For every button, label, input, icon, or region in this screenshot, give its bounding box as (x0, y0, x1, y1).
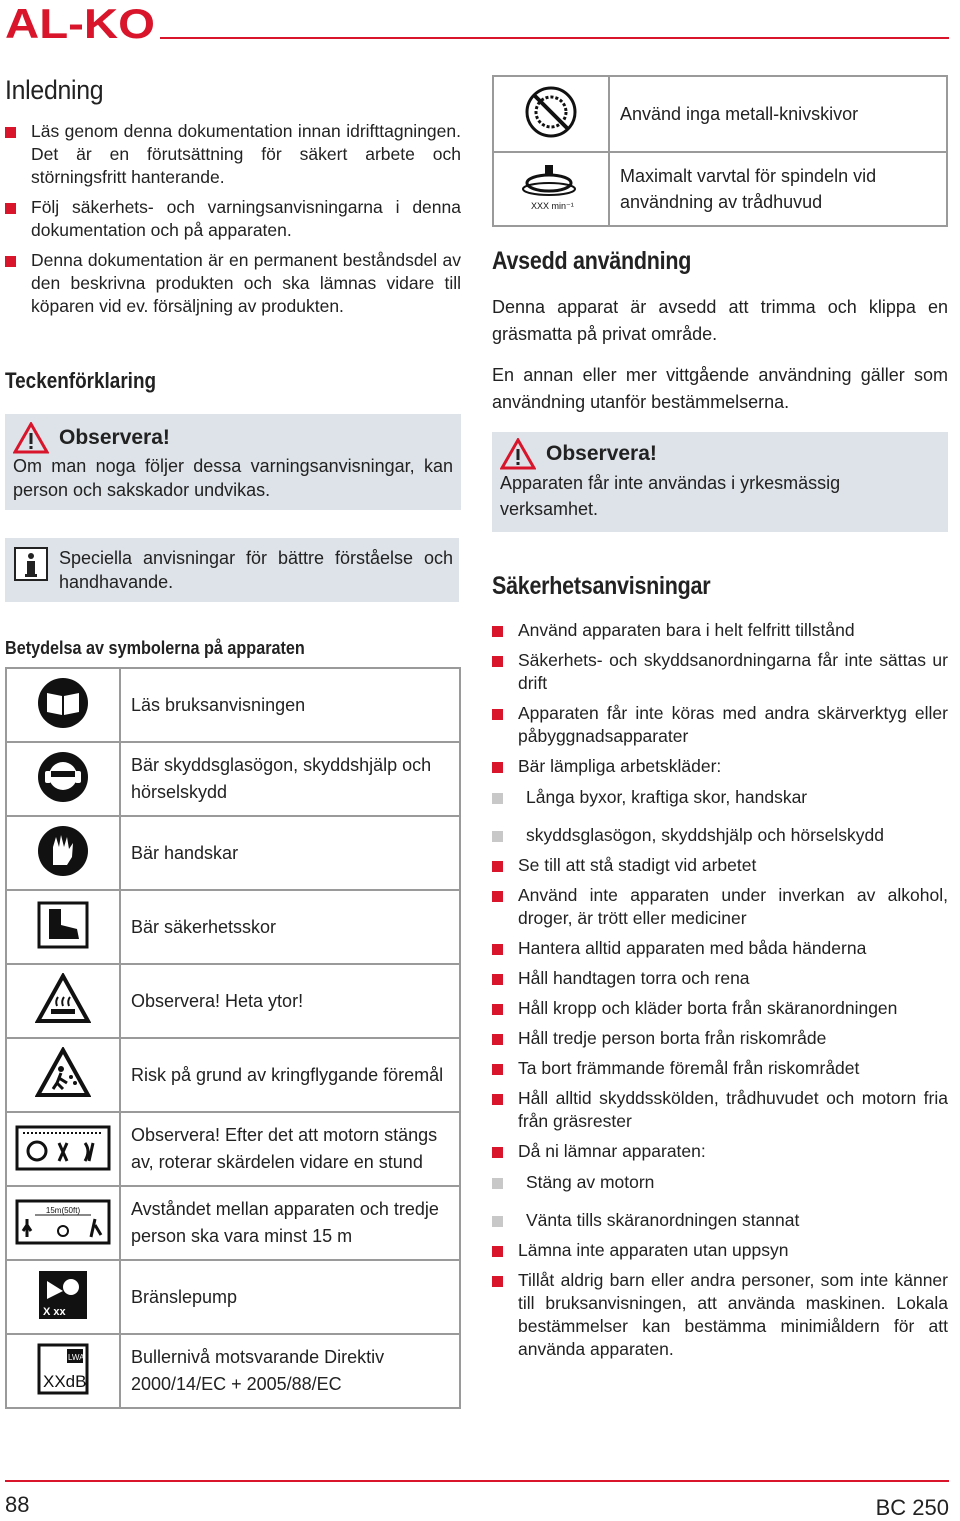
intro-item: Läs genom denna dokumentation innan idrifttagningen. Det är en förutsättning för säkert arbete och störningsfritt hanterande. (5, 120, 461, 189)
symbol-row (6, 668, 460, 742)
protective-gear-icon (37, 751, 89, 803)
symbol-row (6, 816, 460, 890)
intro-item: Följ säkerhets- och varningsanvisningarna i denna dokumentation och på apparaten. (5, 196, 461, 242)
symbol-text: Bär skyddsglasögon, skyddshjälp och hörselskydd (120, 742, 460, 816)
safety-item (492, 649, 948, 695)
hot-surface-icon (35, 973, 91, 1025)
symbol-icon-cell (6, 1186, 120, 1260)
warning-text: Om man noga följer dessa varningsanvisningar, kan person och sakskador undvikas. (13, 456, 453, 500)
safety-item (492, 1027, 948, 1050)
safety-subitem: skyddsglasögon, skyddshjälp och hörselskydd (492, 824, 948, 847)
gloves-icon (37, 825, 89, 877)
header-rule (160, 37, 949, 39)
intro-heading: Inledning (5, 75, 104, 105)
safety-item (492, 755, 948, 847)
safety-item (492, 619, 948, 642)
safety-sublist (492, 786, 948, 847)
safety-item-text: Håll tredje person borta från riskområde (518, 1028, 827, 1048)
safety-item (492, 967, 948, 990)
symbol-row (6, 890, 460, 964)
symbol-text: Bränslepump (120, 1260, 460, 1334)
symbol-icon-cell (6, 742, 120, 816)
symbol-icon-cell (6, 1334, 120, 1408)
symbol-icon-cell (6, 1038, 120, 1112)
symbol-icon-cell (6, 1260, 120, 1334)
use-heading: Avsedd användning (492, 247, 692, 275)
symbol-icon-cell (6, 816, 120, 890)
safety-item-text: Hantera alltid apparaten med båda händerna (518, 938, 867, 958)
svg-text:15m(50ft): 15m(50ft) (45, 1205, 81, 1215)
symbol-row (6, 1186, 460, 1260)
warning-triangle-icon (500, 438, 536, 470)
symbol-row (493, 152, 947, 226)
symbol-row (493, 76, 947, 152)
safety-item (492, 1269, 948, 1361)
symbol-icon-cell (6, 668, 120, 742)
fuel-pump-icon (37, 1269, 89, 1321)
safety-item-text: Se till att stå stadigt vid arbetet (518, 855, 757, 875)
symbol-text: Maximalt varvtal för spindeln vid användning av trådhuvud (609, 152, 947, 226)
left-column (5, 75, 461, 1409)
noise-level-icon (37, 1343, 89, 1395)
info-note (5, 538, 459, 602)
safety-item (492, 702, 948, 748)
symbol-text: Risk på grund av kringflygande föremål (120, 1038, 460, 1112)
right-symbols-table (492, 75, 948, 227)
alko-logo (5, 2, 155, 42)
distance-icon (15, 1195, 111, 1247)
warning-title-row (500, 438, 940, 470)
safety-item (492, 1239, 948, 1262)
safety-item-text: Håll kropp och kläder borta från skäranordningen (518, 998, 898, 1018)
blade-rotation-icon (15, 1121, 111, 1173)
symbol-text: Bär handskar (120, 816, 460, 890)
safety-item-text: Håll alltid skyddsskölden, trådhuvudet och motorn fria från gräsrester (518, 1088, 948, 1131)
warning-title: Observera! (59, 426, 170, 449)
svg-text:LWA: LWA (68, 1352, 85, 1362)
safety-list (492, 619, 948, 1361)
no-metal-blade-icon (525, 86, 577, 138)
safety-item (492, 997, 948, 1020)
symbol-row (6, 1334, 460, 1408)
symbol-row (6, 1112, 460, 1186)
warning-title: Observera! (546, 442, 657, 465)
flying-objects-icon (35, 1047, 91, 1099)
symbol-icon-cell (493, 152, 609, 226)
symbols-heading: Betydelsa av symbolerna på apparaten (5, 638, 305, 658)
symbol-row (6, 1260, 460, 1334)
symbol-icon-cell (6, 890, 120, 964)
svg-text:AL-KO: AL-KO (5, 2, 155, 42)
page-number: 88 (5, 1492, 30, 1517)
safety-heading: Säkerhetsanvisningar (492, 572, 711, 600)
right-column (492, 75, 948, 1368)
safety-item-text: Bär lämpliga arbetskläder: (518, 756, 722, 776)
warning-triangle-icon (13, 422, 49, 454)
symbol-text: Observera! Heta ytor! (120, 964, 460, 1038)
safety-item (492, 937, 948, 960)
safety-subitem: Vänta tills skäranordningen stannat (492, 1209, 948, 1232)
symbol-row (6, 964, 460, 1038)
footer-rule (5, 1480, 949, 1482)
info-text: Speciella anvisningar för bättre förståelse och handhavande. (59, 548, 453, 592)
safety-item-text: Apparaten får inte köras med andra skärverktyg eller påbyggnadsapparater (518, 703, 948, 746)
symbol-text: Avståndet mellan apparaten och tredje person ska vara minst 15 m (120, 1186, 460, 1260)
safety-item-text: Tillåt aldrig barn eller andra personer, som inte känner till bruksanvisningen, att använda maskinen. Lokala bestämmelser kan bestämma minimiåldern för att använda apparaten. (518, 1270, 948, 1359)
symbol-row (6, 742, 460, 816)
symbol-icon-cell (6, 1112, 120, 1186)
safety-item (492, 1057, 948, 1080)
safety-subitem: Långa byxor, kraftiga skor, handskar (492, 786, 948, 809)
intro-list (5, 120, 461, 318)
svg-text:XXdB: XXdB (43, 1371, 87, 1391)
svg-text:X xx: X xx (43, 1305, 66, 1318)
symbol-text: Bullernivå motsvarande Direktiv 2000/14/EC + 2005/88/EC (120, 1334, 460, 1408)
use-paragraph: Denna apparat är avsedd att trimma och klippa en gräsmatta på privat område. (492, 297, 948, 344)
symbol-text: Läs bruksanvisningen (120, 668, 460, 742)
safety-boot-icon (37, 899, 89, 951)
info-icon (13, 546, 49, 582)
use-paragraph: En annan eller mer vittgående användning gäller som användning utanför bestämmelserna. (492, 365, 948, 412)
symbol-text: Använd inga metall-knivskivor (609, 76, 947, 152)
safety-item-text: Använd apparaten bara i helt felfritt tillstånd (518, 620, 855, 640)
safety-sublist (492, 1171, 948, 1232)
model-name: BC 250 (875, 1495, 949, 1520)
read-manual-icon (37, 677, 89, 729)
safety-item-text: Säkerhets- och skyddsanordningarna får inte sättas ur drift (518, 650, 948, 693)
max-rpm-icon (511, 161, 591, 213)
safety-item-text: Ta bort främmande föremål från riskområdet (518, 1058, 860, 1078)
symbol-icon-cell (6, 964, 120, 1038)
safety-item (492, 1087, 948, 1133)
warning-title-row (13, 422, 453, 454)
safety-item (492, 1140, 948, 1232)
safety-subitem: Stäng av motorn (492, 1171, 948, 1194)
safety-item-text: Då ni lämnar apparaten: (518, 1141, 706, 1161)
svg-text:XXX min⁻¹: XXX min⁻¹ (531, 200, 574, 211)
warning-note (5, 414, 461, 510)
symbol-icon-cell (493, 76, 609, 152)
intro-item: Denna dokumentation är en permanent beståndsdel av den beskrivna produkten och ska lämnas vidare till köparen vid ev. försäljning av produkten. (5, 249, 461, 318)
symbol-text: Observera! Efter det att motorn stängs av, roterar skärdelen vidare en stund (120, 1112, 460, 1186)
safety-item-text: Lämna inte apparaten utan uppsyn (518, 1240, 789, 1260)
symbol-text: Bär säkerhetsskor (120, 890, 460, 964)
symbol-row (6, 1038, 460, 1112)
symbols-table (5, 667, 461, 1409)
safety-item-text: Använd inte apparaten under inverkan av alkohol, droger, är trött eller mediciner (518, 885, 948, 928)
safety-item-text: Håll handtagen torra och rena (518, 968, 750, 988)
warning-note (492, 432, 948, 532)
legend-heading: Teckenförklaring (5, 368, 157, 393)
safety-item (492, 854, 948, 877)
warning-text: Apparaten får inte användas i yrkesmässig verksamhet. (500, 473, 841, 519)
safety-item (492, 884, 948, 930)
